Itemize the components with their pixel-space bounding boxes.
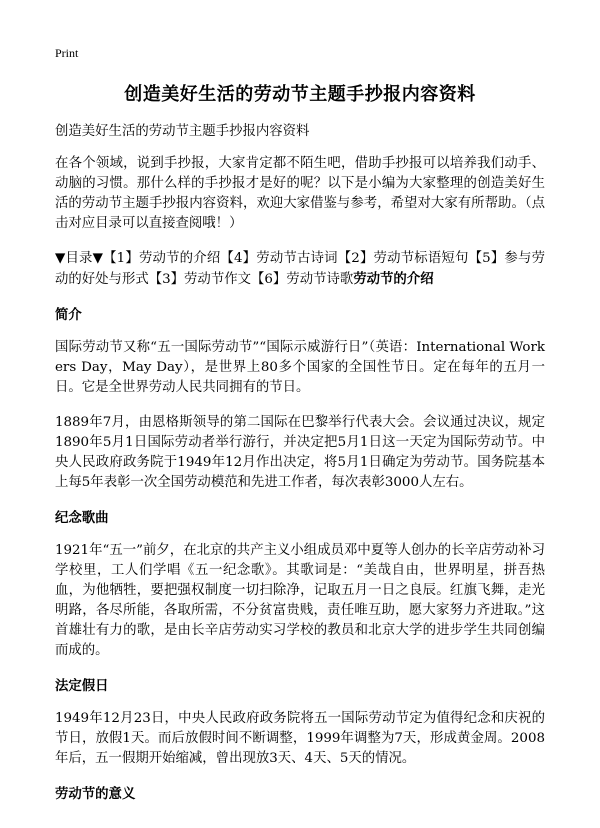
section-heading: 简介: [55, 307, 82, 323]
section-heading: 法定假日: [55, 678, 109, 694]
paragraph: 1889年7月，由恩格斯领导的第二国际在巴黎举行代表大会。会议通过决议，规定1890年5月1日国际劳动者举行游行，并决定把5月1日这一天定为国际劳动节。中央人民政府政务院于1949年12月作出决定，将5月1日确定为劳动节。国务院基本上每5年表彰一次全国劳动模范和先进工作者，每次表彰3000人左右。: [55, 415, 545, 490]
toc-item[interactable]: 【3】劳动节作文: [148, 272, 251, 287]
page-title: 创造美好生活的劳动节主题手抄报内容资料: [124, 84, 476, 105]
print-label[interactable]: Print: [55, 46, 79, 60]
section-title-intro: 劳动节的介绍: [353, 271, 434, 287]
paragraph: 1921年“五一”前夕，在北京的共产主义小组成员邓中夏等人创办的长辛店劳动补习学校里，工人们学唱《五一纪念歌》。其歌词是：“美哉自由，世界明星，拼吾热血，为他牺牲，要把强权制度一切扫除净，记取五月一日之良辰。红旗飞舞，走光明路，各尽所能，各取所需，不分贫富贵贱，责任唯互助，愿大家努力齐进取。”这首雄壮有力的歌，是由长辛店劳动实习学校的教员和北京大学的进步学生共同创编而成的。: [55, 543, 545, 658]
section-heading: 纪念歌曲: [55, 510, 109, 526]
toc-item[interactable]: 【5】参与劳动的好处与形式: [55, 251, 545, 287]
subtitle: 创造美好生活的劳动节主题手抄报内容资料: [55, 124, 310, 139]
toc-item[interactable]: 【1】劳动节的介绍: [103, 251, 221, 266]
toc-item[interactable]: 【4】劳动节古诗词: [220, 251, 338, 266]
paragraph: 国际劳动节又称“五一国际劳动节”“国际示威游行日”（英语：International Workers Day，May Day），是世界上80多个国家的全国性节日。定在每年的五月一日。它是全世界劳动人民共同拥有的节日。: [55, 340, 545, 395]
document-body: [55, 122, 545, 817]
toc-lead: ▼目录▼: [55, 251, 104, 266]
table-of-contents: [55, 249, 545, 290]
toc-item[interactable]: 【2】劳动节标语短句: [337, 251, 469, 266]
intro-paragraph: 在各个领域，说到手抄报，大家肯定都不陌生吧，借助手抄报可以培养我们动手、动脑的习惯。那什么样的手抄报才是好的呢？以下是小编为大家整理的创造美好生活的劳动节主题手抄报内容资料，欢迎大家借鉴与参考，希望对大家有所帮助。（点击对应目录可以直接查阅哦！）: [55, 156, 545, 231]
section-heading: 劳动节的意义: [55, 786, 136, 802]
paragraph: 1949年12月23日，中央人民政府政务院将五一国际劳动节定为值得纪念和庆祝的节日，放假1天。而后放假时间不断调整，1999年调整为7天，形成黄金周。2008年后，五一假期开始缩减，曾出现放3天、4天、5天的情况。: [55, 711, 545, 766]
toc-item[interactable]: 【6】劳动节诗歌: [251, 272, 354, 287]
